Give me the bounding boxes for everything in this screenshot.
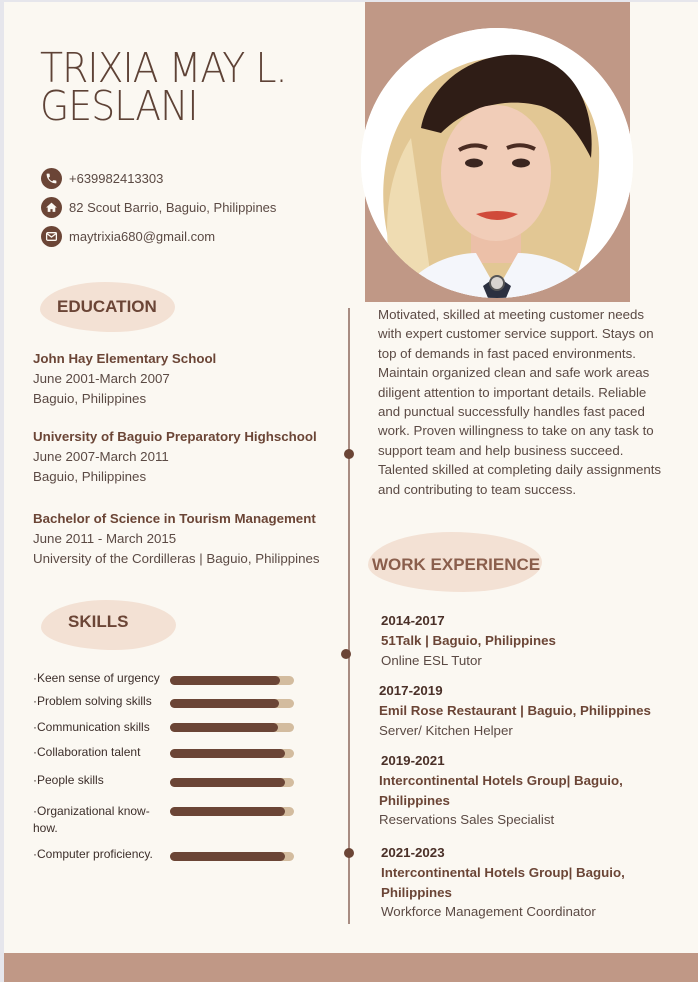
name-line-1: TRIXIA MAY L. [40,44,287,92]
job-entry [379,681,679,740]
education-item [33,509,353,568]
skill-bar-fill [170,807,285,816]
skill-bar [170,699,294,708]
school-name: Bachelor of Science in Tourism Management [33,511,316,526]
work-experience-heading: WORK EXPERIENCE [372,555,541,574]
school-location: Baguio, Philippines [33,390,147,406]
portrait-illustration [361,28,633,298]
timeline-dot [341,649,351,659]
job-role: Online ESL Tutor [381,652,482,668]
skill-bar-fill [170,749,285,758]
name-line-2: GESLANI [40,82,198,130]
education-item [33,349,353,408]
skill-bar [170,778,294,787]
contact-email [41,222,276,251]
skill-bar [170,852,294,861]
job-role: Server/ Kitchen Helper [379,722,513,738]
job-entry [381,843,646,921]
resume-page [4,2,698,982]
job-years: 2014-2017 [381,613,445,628]
contact-phone [41,164,276,193]
job-entry [379,751,644,829]
school-location: University of the Cordilleras | Baguio, Philippines [33,550,320,566]
school-name: University of Baguio Preparatory Highschool [33,429,317,444]
timeline-dot [344,449,354,459]
job-years: 2017-2019 [379,683,443,698]
skill-label: ·Communication skills [33,720,150,734]
job-years: 2019-2021 [381,753,445,768]
skill-bar [170,807,294,816]
skill-label: ·Problem solving skills [33,694,152,708]
profile-summary: Motivated, skilled at meeting customer needs with expert customer service support. Stays on top of demands in fast paced environments. Maintain organized clean and safe work areas diligent attention to important details. Reliable and punctual successfully handles fast paced work. Proven willingness to take on any task to support team and help business succeed. Talented skilled at completing daily assignments and contributing to team success. [378,307,662,497]
mail-icon [41,226,62,247]
contact-address [41,193,276,222]
skills-heading: SKILLS [68,612,129,631]
job-company: Intercontinental Hotels Group| Baguio, Philippines [379,773,623,808]
education-heading: EDUCATION [57,297,157,316]
job-company: 51Talk | Baguio, Philippines [381,633,556,648]
contact-list [41,164,276,251]
skill-label: ·Keen sense of urgency [33,671,160,685]
job-role: Workforce Management Coordinator [381,904,596,919]
home-icon [41,197,62,218]
address-text: 82 Scout Barrio, Baguio, Philippines [69,200,277,215]
skill-label: ·Organizational know-how. [33,804,150,835]
email-address: maytrixia680@gmail.com [69,229,216,244]
skill-label: ·Computer proficiency. [33,847,153,861]
job-company: Emil Rose Restaurant | Baguio, Philippines [379,703,651,718]
timeline-line [348,308,350,924]
job-company: Intercontinental Hotels Group| Baguio, Philippines [381,865,625,900]
skill-bar [170,676,294,685]
education-item [33,427,353,486]
skill-bar-fill [170,699,279,708]
profile-photo [361,28,633,298]
job-years: 2021-2023 [381,845,445,860]
school-location: Baguio, Philippines [33,468,147,484]
skill-bar-fill [170,852,285,861]
skill-bar [170,749,294,758]
timeline-dot [344,848,354,858]
skill-bar-fill [170,778,285,787]
job-entry [381,611,681,670]
phone-number: +639982413303 [69,171,164,186]
skill-bar [170,723,294,732]
skill-bar-fill [170,676,280,685]
candidate-name [40,44,344,130]
school-dates: June 2007-March 2011 [33,449,169,464]
school-name: John Hay Elementary School [33,351,217,366]
job-role: Reservations Sales Specialist [379,812,555,827]
skill-bar-fill [170,723,278,732]
school-dates: June 2001-March 2007 [33,371,170,386]
school-dates: June 2011 - March 2015 [33,531,177,546]
phone-icon [41,168,62,189]
footer-bar [4,953,698,982]
skill-label: ·Collaboration talent [33,745,141,759]
skill-label: ·People skills [33,773,104,787]
